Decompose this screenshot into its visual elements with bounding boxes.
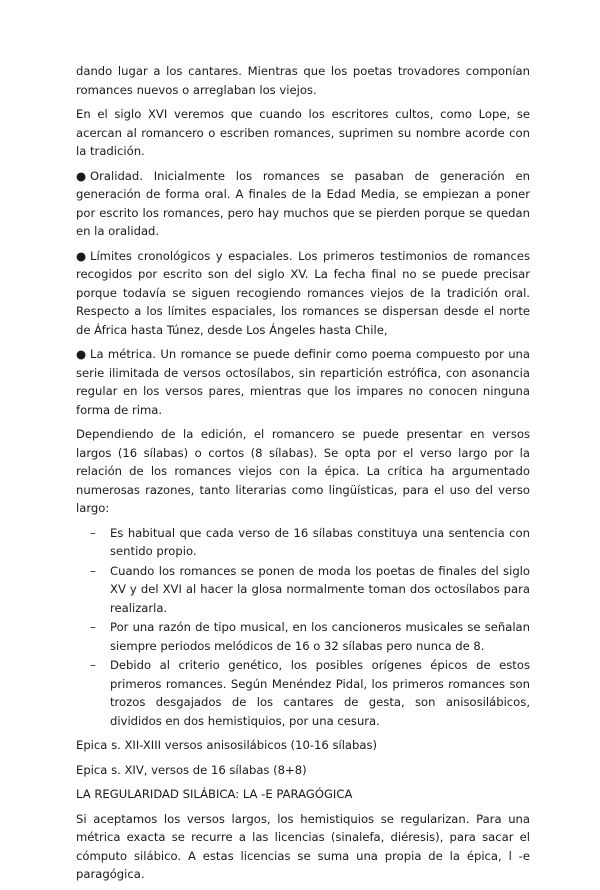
paragraph-edicion: Dependiendo de la edición, el romancero se puede presentar en versos largos (16 sílabas) o cortos (8 sílabas). Se opta por el verso largo por la relación de los romances viejos con la épica. La crítica ha argumentado numerosas razones, tanto literarias como lingüísticas, para el uso del verso largo:	[76, 427, 530, 515]
list-item-text: Cuando los romances se ponen de moda los poetas de finales del siglo XV y del XVI al hacer la glosa normalmente toman dos octosílabos para realizarla.	[110, 563, 530, 615]
list-item	[76, 618, 530, 655]
list-item	[76, 656, 530, 730]
list-item-text: Es habitual que cada verso de 16 sílabas constituya una sentencia con sentido propio.	[110, 525, 530, 558]
dash-icon: –	[90, 525, 96, 540]
list-item	[76, 562, 530, 618]
epica-line-1: Epica s. XII-XIII versos anisosilábicos (10-16 sílabas)	[76, 738, 378, 752]
dash-icon: –	[90, 563, 96, 578]
bullet-text: Límites cronológicos y espaciales. Los primeros testimonios de romances recogidos por escrito son del siglo XV. La fecha final no se puede precisar porque todavía se siguen recogiendo romances viejos de la tradición oral. Respecto a los límites espaciales, los romances se dispersan desde el norte de África hasta Túnez, desde Los Ángeles hasta Chile,	[76, 248, 530, 337]
bullet-metrica	[76, 345, 530, 419]
paragraph-cantares: dando lugar a los cantares. Mientras que los poetas trovadores componían romances nuevos o arreglaban los viejos.	[76, 64, 530, 97]
bullet-icon: ●	[76, 168, 87, 183]
reasons-list	[76, 524, 530, 731]
paragraph-versos-largos: Si aceptamos los versos largos, los hemistiquios se regularizan. Para una métrica exacta se recurre a las licencias (sinalefa, diéresis), para sacar el cómputo silábico. A estas licencias se suma una propia de la épica, l -e paragógica.	[76, 811, 530, 881]
bullet-limites	[76, 247, 530, 340]
list-item	[76, 524, 530, 561]
bullet-text: La métrica. Un romance se puede definir como poema compuesto por una serie ilimitada de versos octosílabos, sin repartición estrófica, con asonancia regular en los versos pares, mientras que los impares no conocen ninguna forma de rima.	[76, 347, 530, 417]
section-heading: LA REGULARIDAD SILÁBICA: LA -E PARAGÓGICA	[76, 787, 353, 801]
dash-icon: –	[90, 658, 96, 672]
epica-line-2: Epica s. XIV, versos de 16 sílabas (8+8)	[76, 762, 307, 777]
list-item-text: Debido al criterio genético, los posibles orígenes épicos de estos primeros romances. Según Menéndez Pidal, los primeros romances son trozos desgajados de los cantares de gesta, son anisosilábicos, divididos en dos hemistiquios, por una cesura.	[110, 658, 530, 728]
dash-icon: –	[90, 620, 96, 634]
bullet-icon: ●	[76, 248, 87, 263]
bullet-icon: ●	[76, 347, 87, 361]
list-item-text: Por una razón de tipo musical, en los cancioneros musicales se señalan siempre periodos melódicos de 16 o 32 sílabas pero nunca de 8.	[110, 620, 530, 653]
document-page	[76, 62, 530, 890]
bullet-oralidad	[76, 167, 530, 241]
paragraph-siglo-xvi: En el siglo XVI veremos que cuando los escritores cultos, como Lope, se acercan al romancero o escriben romances, suprimen su nombre acorde con la tradición.	[76, 107, 530, 158]
bullet-text: Oralidad. Inicialmente los romances se pasaban de generación en generación de forma oral. A finales de la Edad Media, se empiezan a poner por escrito los romances, pero hay muchos que se pierden porque se quedan en la oralidad.	[76, 168, 530, 238]
